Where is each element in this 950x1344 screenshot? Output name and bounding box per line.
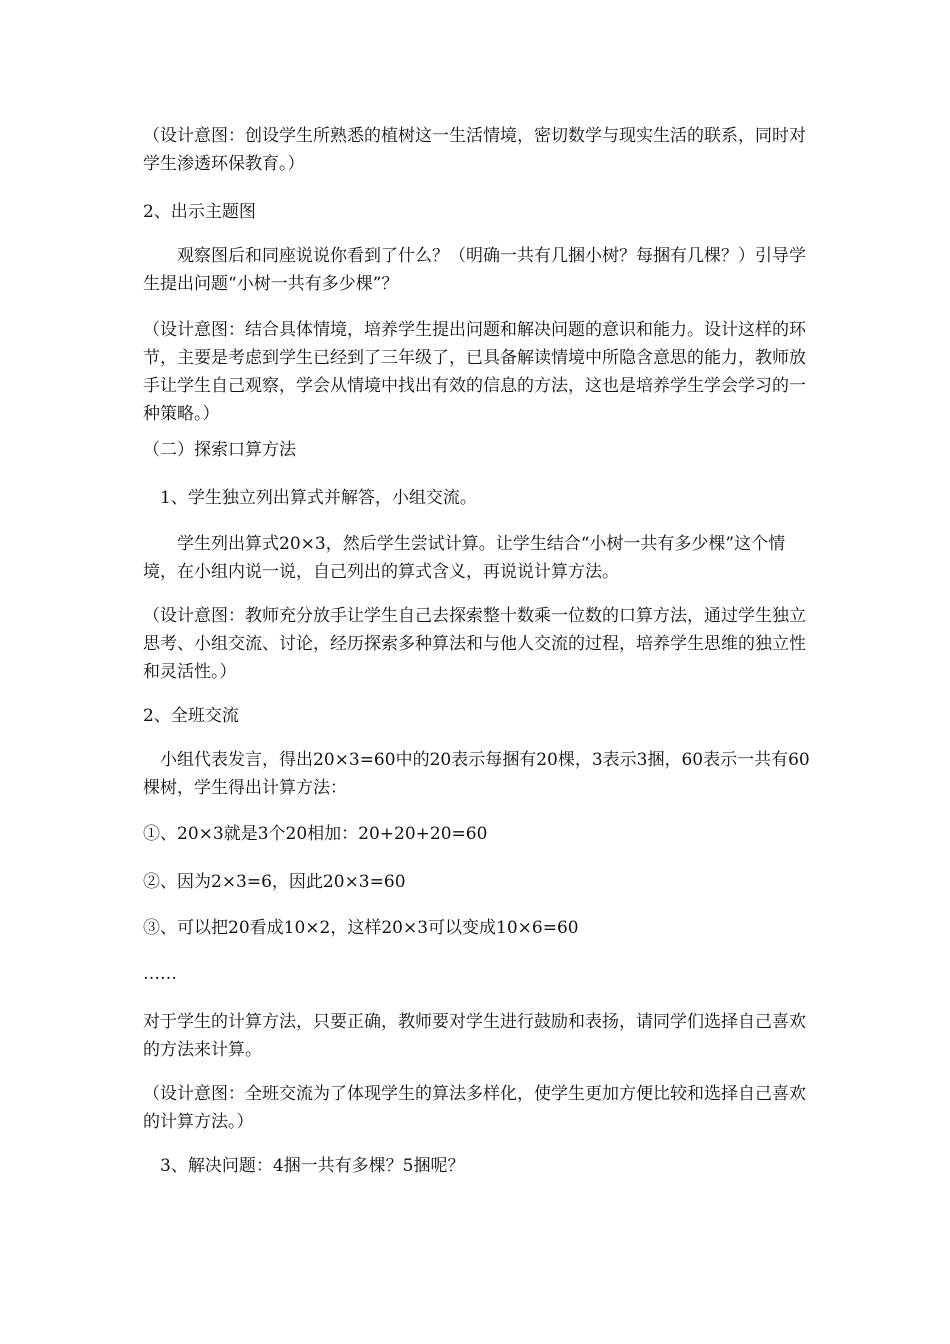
design-intent-note-1: （设计意图：创设学生所熟悉的植树这一生活情境，密切数学与现实生活的联系，同时对学生渗透环保教育。） [143,126,806,174]
group-report-paragraph: 小组代表发言，得出20×3=60中的20表示每捆有20棵，3表示3捆，60表示一共有60棵树，学生得出计算方法： [143,750,810,798]
design-intent-note-4: （设计意图：全班交流为了体现学生的算法多样化，使学生更加方便比较和选择自己喜欢的计算方法。） [143,1084,806,1132]
design-intent-note-3: （设计意图：教师充分放手让学生自己去探索整十数乘一位数的口算方法，通过学生独立思考、小组交流、讨论，经历探索多种算法和与他人交流的过程，培养学生思维的独立性和灵活性。） [143,606,806,682]
student-formula-paragraph: 学生列出算式20×3，然后学生尝试计算。让学生结合“小树一共有多少棵”这个情境，在小组内说一说，自己列出的算式含义，再说说计算方法。 [143,534,786,582]
step-heading-solve-problem: 3、解决问题：4捆一共有多棵？5捆呢？ [143,1156,465,1176]
section-heading-show-theme-image: 2、出示主题图 [143,202,256,222]
encouragement-paragraph: 对于学生的计算方法，只要正确，教师要对学生进行鼓励和表扬，请同学们选择自己喜欢的方法来计算。 [143,1012,806,1060]
step-heading-independent-work: 1、学生独立列出算式并解答，小组交流。 [143,488,477,508]
section-heading-explore-methods: （二）探索口算方法 [143,440,296,460]
step-heading-class-exchange: 2、全班交流 [143,706,239,726]
observe-image-paragraph: 观察图后和同座说说你看到了什么？（明确一共有几捆小树？每捆有几棵？）引导学生提出问题“小树一共有多少棵”？ [143,246,806,294]
design-intent-note-2: （设计意图：结合具体情境，培养学生提出问题和解决问题的意识和能力。设计这样的环节，主要是考虑到学生已经到了三年级了，已具备解读情境中所隐含意思的能力，教师放手让学生自己观察，学会从情境中找出有效的信息的方法，这也是培养学生学会学习的一种策略。） [143,320,806,424]
method-item-2: ②、因为2×3=6，因此20×3=60 [143,872,406,892]
method-item-1: ①、20×3就是3个20相加：20+20+20=60 [143,824,488,844]
ellipsis-line: …… [143,964,177,984]
method-item-3: ③、可以把20看成10×2，这样20×3可以变成10×6=60 [143,918,579,938]
